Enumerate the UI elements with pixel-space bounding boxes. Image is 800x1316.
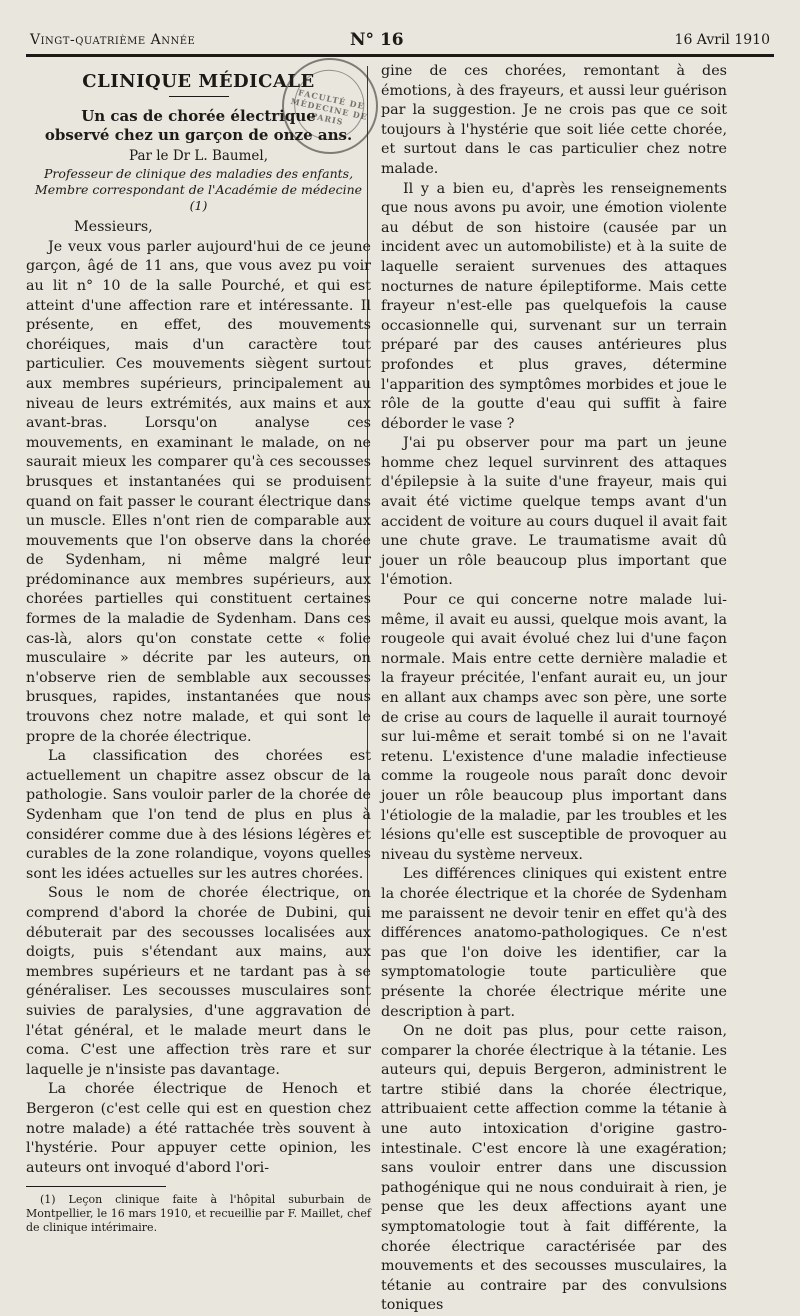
body-paragraph: Il y a bien eu, d'après les renseignements que nous avons pu avoir, une émotion violente au début de son histoire (causée par un incident avec un automobiliste) et à la suite de laquelle seraient survenues des attaques nocturnes de nature épileptiforme. Mais cette frayeur n'est-elle pas quelquefois la cause occasionnelle qui, survenant sur un terrain préparé par des causes antérieures plus profondes et plus graves, détermine l'apparition des symptômes morbides et joue le rôle de la goutte d'eau qui suffit à faire déborder le vase ? <box>381 180 727 432</box>
body-paragraph: gine de ces chorées, remontant à des émotions, à des frayeurs, et aussi leur guérison par la suggestion. Je ne crois pas que ce soit toujours à l'hystérie que soit liée cette chorée, et surtout dans le cas particulier chez notre malade. <box>381 63 727 177</box>
header-rule <box>26 54 774 57</box>
body-paragraph: La classification des chorées est actuellement un chapitre assez obscur de la pathologie. Sans vouloir parler de la chorée de Sydenham que l'on tend de plus en plus à considérer comme due à des lésions légères et curables de la zone rolandique, voyons quelles sont les idées actuelles sur les autres chorées. <box>26 748 371 882</box>
page-header <box>30 30 770 52</box>
body-paragraph: On ne doit pas plus, pour cette raison, comparer la chorée électrique à la tétanie. Les auteurs qui, depuis Bergeron, administrent le tartre stibié dans la chorée électrique, attribuaient cette affection comme la tétanie à une auto intoxication d'origine gastro-intestinale. C'est encore là une exagération; sans vouloir entrer dans une discussion pathogénique qui ne nous conduirait à rien, je pense que les deux affections ayant une symptomatologie tout à fait différente, la chorée électrique caractérisée par des mouvements et des secousses musculaires, la tétanie au contraire par des convulsions toniques <box>381 1023 727 1314</box>
left-column <box>26 62 371 1235</box>
title-rule <box>169 96 229 97</box>
stamp-text: FACULTÉ DE MÉDECINE DE PARIS <box>290 87 369 128</box>
body-paragraph: J'ai pu observer pour ma part un jeune homme chez lequel survinrent des attaques d'épilepsie à la suite d'une frayeur, mais qui avait été victime quelque temps avant d'un accident de voiture au cours duquel il avait fait une chute grave. Le traumatisme avait dû jouer un rôle beaucoup plus important que l'émotion. <box>381 435 727 589</box>
right-column <box>381 62 727 1316</box>
article-title-line1: Un cas de chorée électrique <box>81 106 316 125</box>
article-title-line2: observé chez un garçon de onze ans. <box>44 125 353 144</box>
body-paragraph: Pour ce qui concerne notre malade lui-même, il avait eu aussi, quelque mois avant, la rougeole qui avait évolué chez lui d'une façon normale. Mais entre cette dernière maladie et la frayeur précitée, l'enfant aurait eu, un jour en allant aux champs avec son père, une sorte de crise au cours de laquelle il aurait tournoyé sur lui-même et serait tombé si on ne l'avait retenu. L'existence d'une maladie infectieuse comme la rougeole nous paraît donc devoir jouer un rôle beaucoup plus important dans l'étiologie de la maladie, par les troubles et les lésions qu'elle est susceptible de provoquer au niveau du système nerveux. <box>381 592 727 863</box>
greeting: Messieurs, <box>74 219 153 236</box>
header-issue-number: N° 16 <box>350 30 404 50</box>
header-date: 16 Avril 1910 <box>674 32 770 48</box>
body-paragraph: La chorée électrique de Henoch et Bergeron (c'est celle qui est en question chez notre malade) a été rattachée très souvent à l'hystérie. Pour appuyer cette opinion, les auteurs ont invoqué d'abord l'ori- <box>26 1081 371 1176</box>
body-paragraph: Les différences cliniques qui existent entre la chorée électrique et la chorée de Sydenham me paraissent ne devoir tenir en effet qu'à des différences anatomo-pathologiques. Ce n'est pas que l'on doive les identifier, car la symptomatologie toute particulière que présente la chorée électrique mérite une description à part. <box>381 866 727 1020</box>
author-affiliation-line2: Membre correspondant de l'Académie de médecine (1) <box>34 182 363 214</box>
body-paragraph: Je veux vous parler aujourd'hui de ce jeune garçon, âgé de 11 ans, que vous avez pu voir au lit n° 10 de la salle Pourché, et qui est atteint d'une affection rare et intéressante. Il présente, en effet, des mouvements choréiques, mais d'un caractère tout particulier. Ces mouvements siègent surtout aux membres supérieurs, principalement au niveau de leurs extrémités, aux mains et aux avant-bras. Lorsqu'on analyse ces mouvements, en examinant le malade, on ne saurait mieux les comparer qu'à ces secousses brusques et instantanées qui se produisent quand on fait passer le courant électrique dans un muscle. Elles n'ont rien de comparable aux mouvements que l'on observe dans la chorée de Sydenham, ni même malgré leur prédominance aux membres supérieurs, aux chorées partielles qui constituent certaines formes de la maladie de Sydenham. Dans ces cas-là, alors qu'on constate cette « folie musculaire » décrite par les auteurs, on n'observe rien de semblable aux secousses brusques, rapides, instantanées que nous trouvons chez notre malade, et qui sont le propre de la chorée électrique. <box>26 238 371 745</box>
footnote-rule <box>26 1186 166 1187</box>
section-title: CLINIQUE MÉDICALE <box>82 71 315 92</box>
author-affiliation-line1: Professeur de clinique des maladies des enfants, <box>43 166 354 182</box>
article-author: Par le Dr L. Baumel, <box>128 147 269 164</box>
body-paragraph: Sous le nom de chorée électrique, on comprend d'abord la chorée de Dubini, qui débuterait par des secousses localisées aux doigts, puis s'étendant aux mains, aux membres supérieurs et ne tardant pas à se généraliser. Les secousses musculaires sont suivies de paralysies, d'une aggravation de l'état général, et le malade meurt dans le coma. C'est une affection très rare et sur laquelle je n'insiste pas davantage. <box>26 885 371 1078</box>
header-year: Vingt-quatrième Année <box>30 32 196 48</box>
footnote: (1) Leçon clinique faite à l'hôpital suburbain de Montpellier, le 16 mars 1910, et recueillie par F. Maillet, chef de clinique intérimaire. <box>26 1193 371 1235</box>
